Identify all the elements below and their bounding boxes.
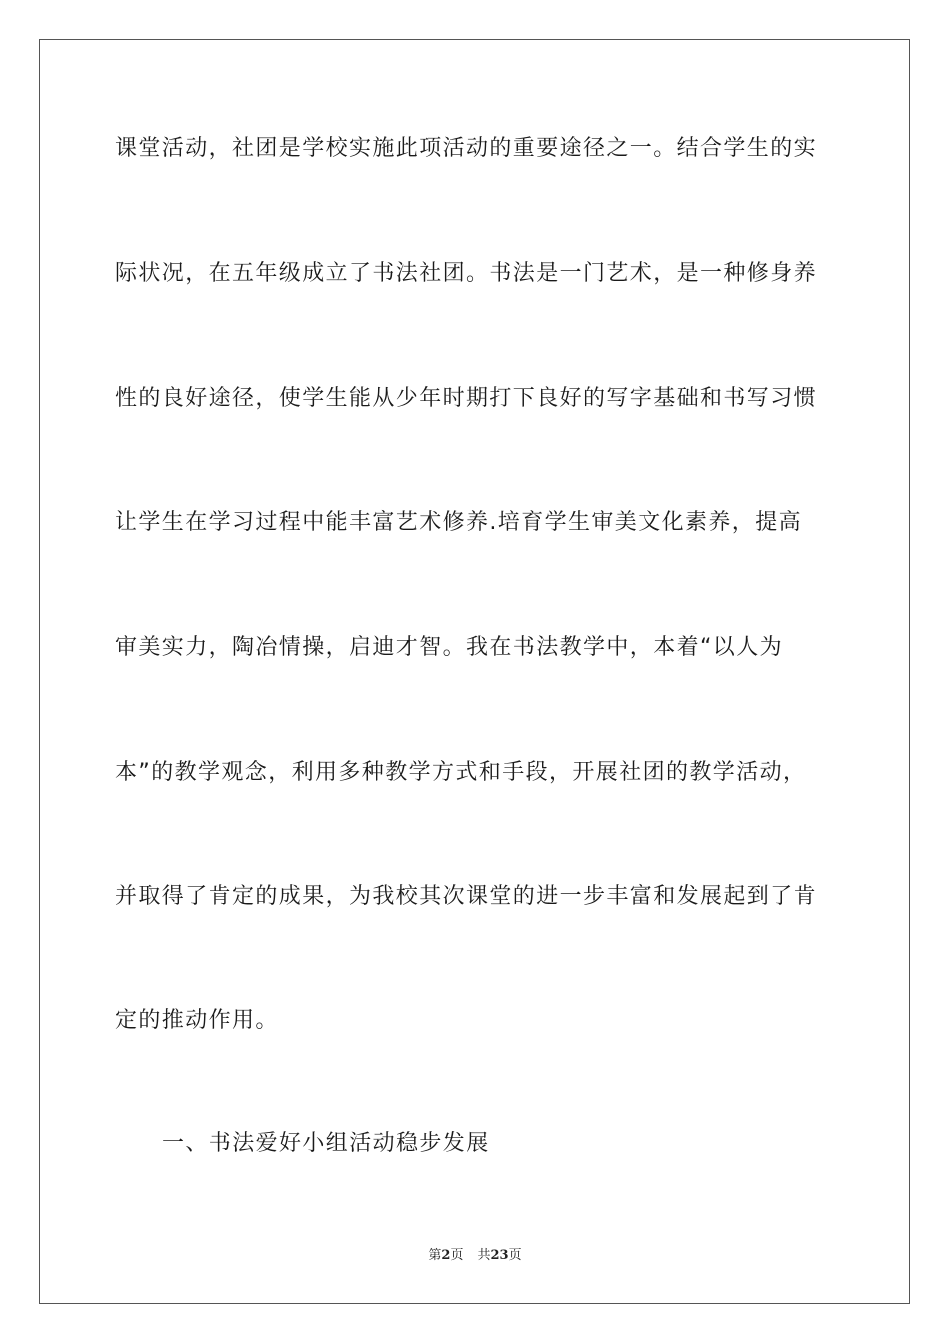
footer-page-number: 2 — [441, 1248, 451, 1263]
page-border — [39, 39, 910, 1304]
body-line-7: 并取得了肯定的成果，为我校其次课堂的进一步丰富和发展起到了肯 — [115, 884, 818, 909]
body-line-8: 定的推动作用。 — [115, 1008, 279, 1033]
footer-page-prefix: 第 — [428, 1248, 442, 1263]
footer-total-pages: 23 — [490, 1248, 509, 1263]
footer-total-prefix: 共 — [477, 1248, 491, 1263]
body-line-3: 性的良好途径，使学生能从少年时期打下良好的写字基础和书写习惯 — [115, 386, 818, 411]
section-heading: 一、书法爱好小组活动稳步发展 — [162, 1131, 490, 1156]
body-line-5: 审美实力，陶冶情操，启迪才智。我在书法教学中，本着“以人为 — [115, 635, 783, 660]
page-footer — [0, 1247, 950, 1265]
body-line-6: 本”的教学观念，利用多种教学方式和手段，开展社团的教学活动， — [115, 760, 807, 785]
footer-page-suffix: 页 — [450, 1248, 464, 1263]
footer-total-suffix: 页 — [508, 1248, 522, 1263]
body-line-4: 让学生在学习过程中能丰富艺术修养.培育学生审美文化素养，提高 — [115, 510, 802, 535]
body-line-1: 课堂活动，社团是学校实施此项活动的重要途径之一。结合学生的实 — [115, 136, 818, 161]
body-line-2: 际状况，在五年级成立了书法社团。书法是一门艺术，是一种修身养 — [115, 261, 818, 286]
